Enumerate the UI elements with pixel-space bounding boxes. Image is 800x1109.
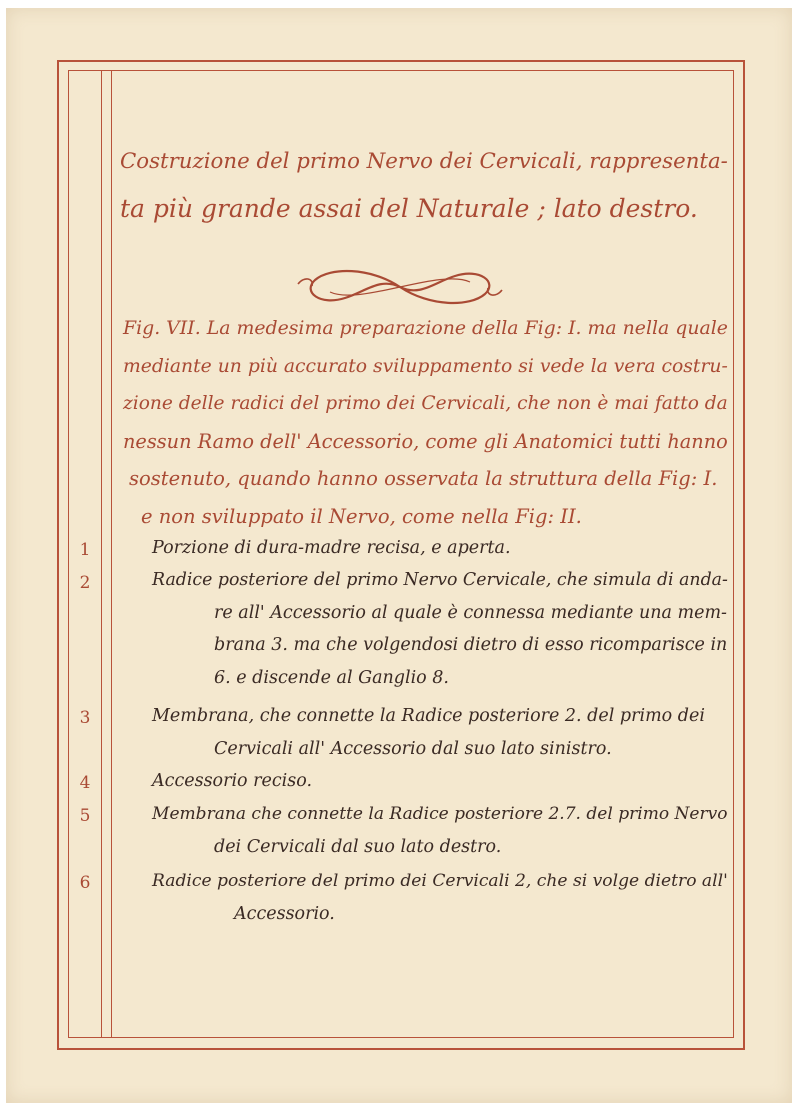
list-item	[152, 798, 728, 863]
list-item	[152, 765, 312, 798]
item-line: Radice posteriore del primo Nervo Cervicale, che simula di anda-	[152, 570, 728, 590]
item-line: Porzione di dura-madre recisa, e aperta.	[152, 538, 511, 558]
figure-description	[123, 310, 728, 535]
item-line: Accessorio.	[234, 903, 335, 924]
item-line: Membrana che connette la Radice posteriore 2.7. del primo Nervo	[152, 804, 728, 824]
title-line-2: ta più grande assai del Naturale ; lato destro.	[120, 194, 698, 223]
title-line-1: Costruzione del primo Nervo dei Cervicali, rappresenta-	[120, 149, 728, 174]
list-item	[152, 700, 705, 765]
list-item	[152, 564, 728, 694]
item-number: 6	[79, 873, 91, 893]
margin-rule-left	[101, 70, 102, 1038]
figure-line: nessun Ramo dell' Accessorio, come gli Anatomici tutti hanno	[123, 429, 728, 453]
list-item	[152, 532, 511, 565]
item-line: dei Cervicali dal suo lato destro.	[214, 836, 502, 857]
figure-line: e non sviluppato il Nervo, come nella Fig: II.	[141, 504, 582, 528]
calligraphic-flourish-icon	[290, 262, 510, 312]
item-number: 1	[79, 540, 91, 560]
item-line: brana 3. ma che volgendosi dietro di esso ricomparisce in	[214, 635, 728, 655]
item-number: 3	[79, 708, 91, 728]
item-line: 6. e discende al Ganglio 8.	[214, 667, 449, 688]
item-line: Cervicali all' Accessorio dal suo lato sinistro.	[214, 738, 612, 759]
figure-line: Fig. VII. La medesima preparazione della Fig: I. ma nella quale	[123, 317, 728, 339]
figure-line: sostenuto, quando hanno osservata la struttura della Fig: I.	[129, 467, 718, 490]
item-number: 4	[79, 773, 91, 793]
item-line: Membrana, che connette la Radice posteriore 2. del primo dei	[152, 706, 705, 726]
item-line: Accessorio reciso.	[152, 771, 313, 791]
figure-line: mediante un più accurato sviluppamento si vede la vera costru-	[123, 355, 728, 377]
item-number: 5	[79, 806, 91, 826]
page-title	[120, 138, 728, 232]
list-item	[152, 865, 728, 930]
item-line: Radice posteriore del primo dei Cervicali 2, che si volge dietro all'	[152, 871, 728, 891]
item-number: 2	[79, 573, 91, 593]
figure-line: zione delle radici del primo dei Cervicali, che non è mai fatto da	[123, 393, 728, 414]
item-line: re all' Accessorio al quale è connessa mediante una mem-	[214, 602, 727, 623]
margin-rule-right	[111, 70, 112, 1038]
